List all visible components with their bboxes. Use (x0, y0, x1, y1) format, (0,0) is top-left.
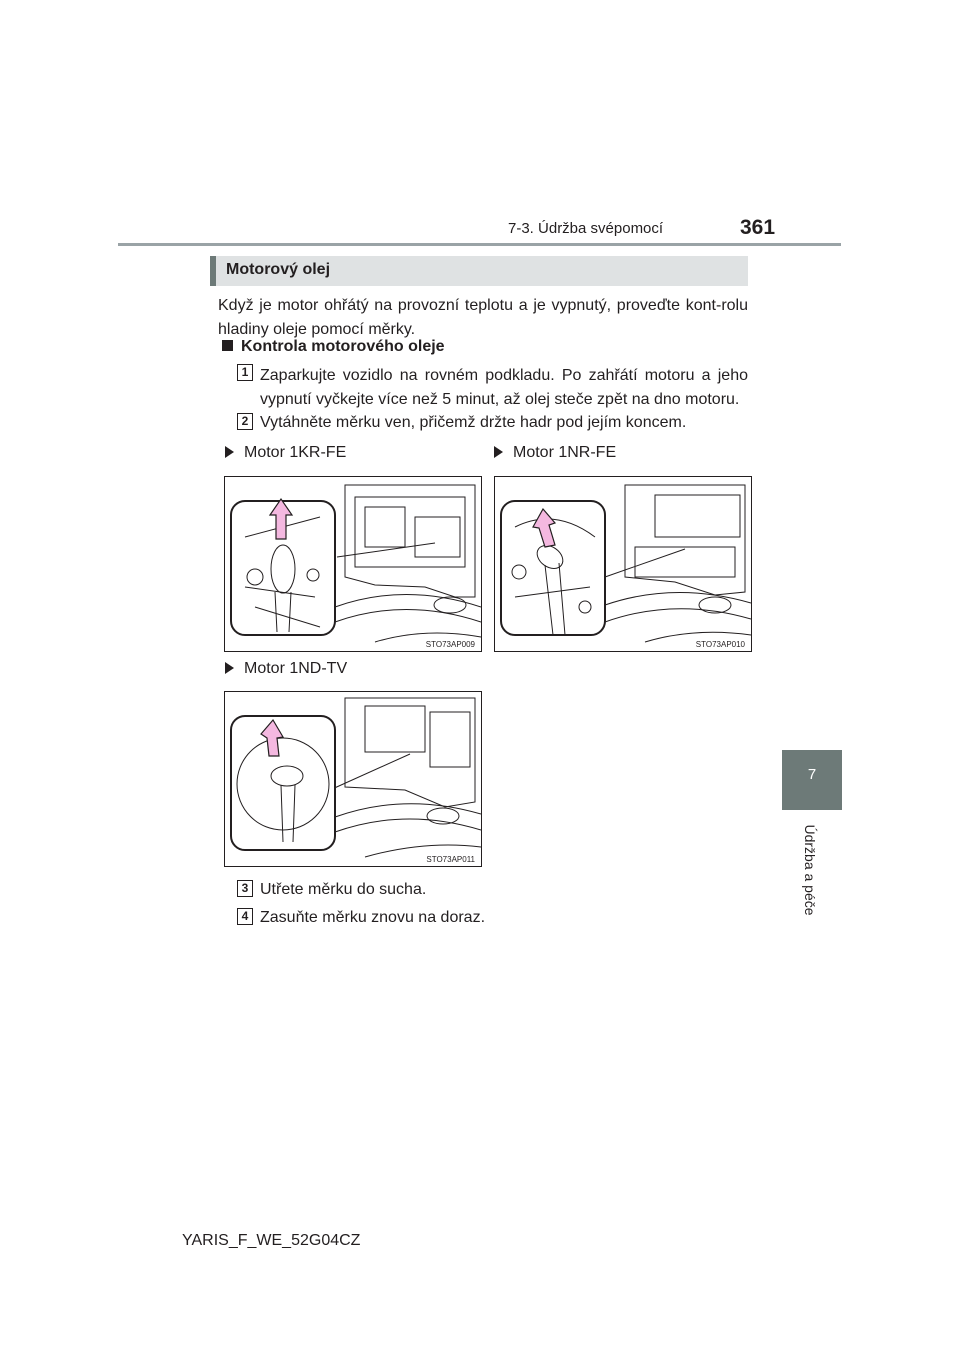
step-text-2: Vytáhněte měrku ven, přičemž držte hadr pod jejím koncem. (260, 414, 687, 431)
engine-figure-1nr (494, 476, 752, 652)
figure-code: STO73AP010 (695, 640, 745, 649)
triangle-bullet-icon (225, 662, 234, 674)
chapter-tab (782, 750, 842, 810)
header-divider (118, 243, 841, 246)
figure-label-1kr: Motor 1KR-FE (225, 444, 346, 462)
section-marker (210, 256, 216, 286)
step-text-3: Utřete měrku do sucha. (260, 881, 427, 898)
engine-illustration-1nr (495, 477, 751, 651)
chapter-number: 7 (807, 766, 817, 783)
step-number-2: 2 (237, 413, 253, 430)
chapter-label: Údržba a péče (802, 824, 818, 916)
intro-paragraph: Když je motor ohřátý na provozní teplotu a je vypnutý, proveďte kont-rolu hladiny oleje pomocí měrky. (218, 297, 748, 338)
figure-label-1nd: Motor 1ND-TV (225, 660, 347, 678)
engine-figure-1kr (224, 476, 482, 652)
subsection-heading (222, 338, 445, 356)
figure-code: STO73AP011 (426, 855, 475, 864)
document-code-footer: YARIS_F_WE_52G04CZ (182, 1232, 361, 1249)
step-number-1: 1 (237, 364, 253, 381)
triangle-bullet-icon (494, 446, 503, 458)
step-text-4: Zasuňte měrku znovu na doraz. (260, 909, 486, 926)
step-number-4: 4 (237, 908, 253, 925)
figure-label-1nr: Motor 1NR-FE (494, 444, 616, 462)
engine-figure-1nd (224, 691, 482, 867)
header-section-title: 7-3. Údržba svépomocí (508, 220, 664, 237)
engine-illustration-1kr (225, 477, 481, 651)
figure-code: STO73AP009 (425, 640, 475, 649)
triangle-bullet-icon (225, 446, 234, 458)
step-number-3: 3 (237, 880, 253, 897)
section-title: Motorový olej (226, 261, 331, 278)
step-text-1: Zaparkujte vozidlo na rovném podkladu. Po zahřátí motoru a jeho vypnutí vyčkejte více než 5 minut, až olej steče zpět na dno motoru. (260, 367, 748, 408)
section-heading-bar (210, 256, 748, 286)
square-bullet-icon (222, 340, 233, 351)
engine-illustration-1nd (225, 692, 481, 866)
chapter-label-vertical (800, 820, 820, 940)
subsection-title: Kontrola motorového oleje (241, 338, 445, 355)
page-number: 361 (740, 216, 776, 239)
